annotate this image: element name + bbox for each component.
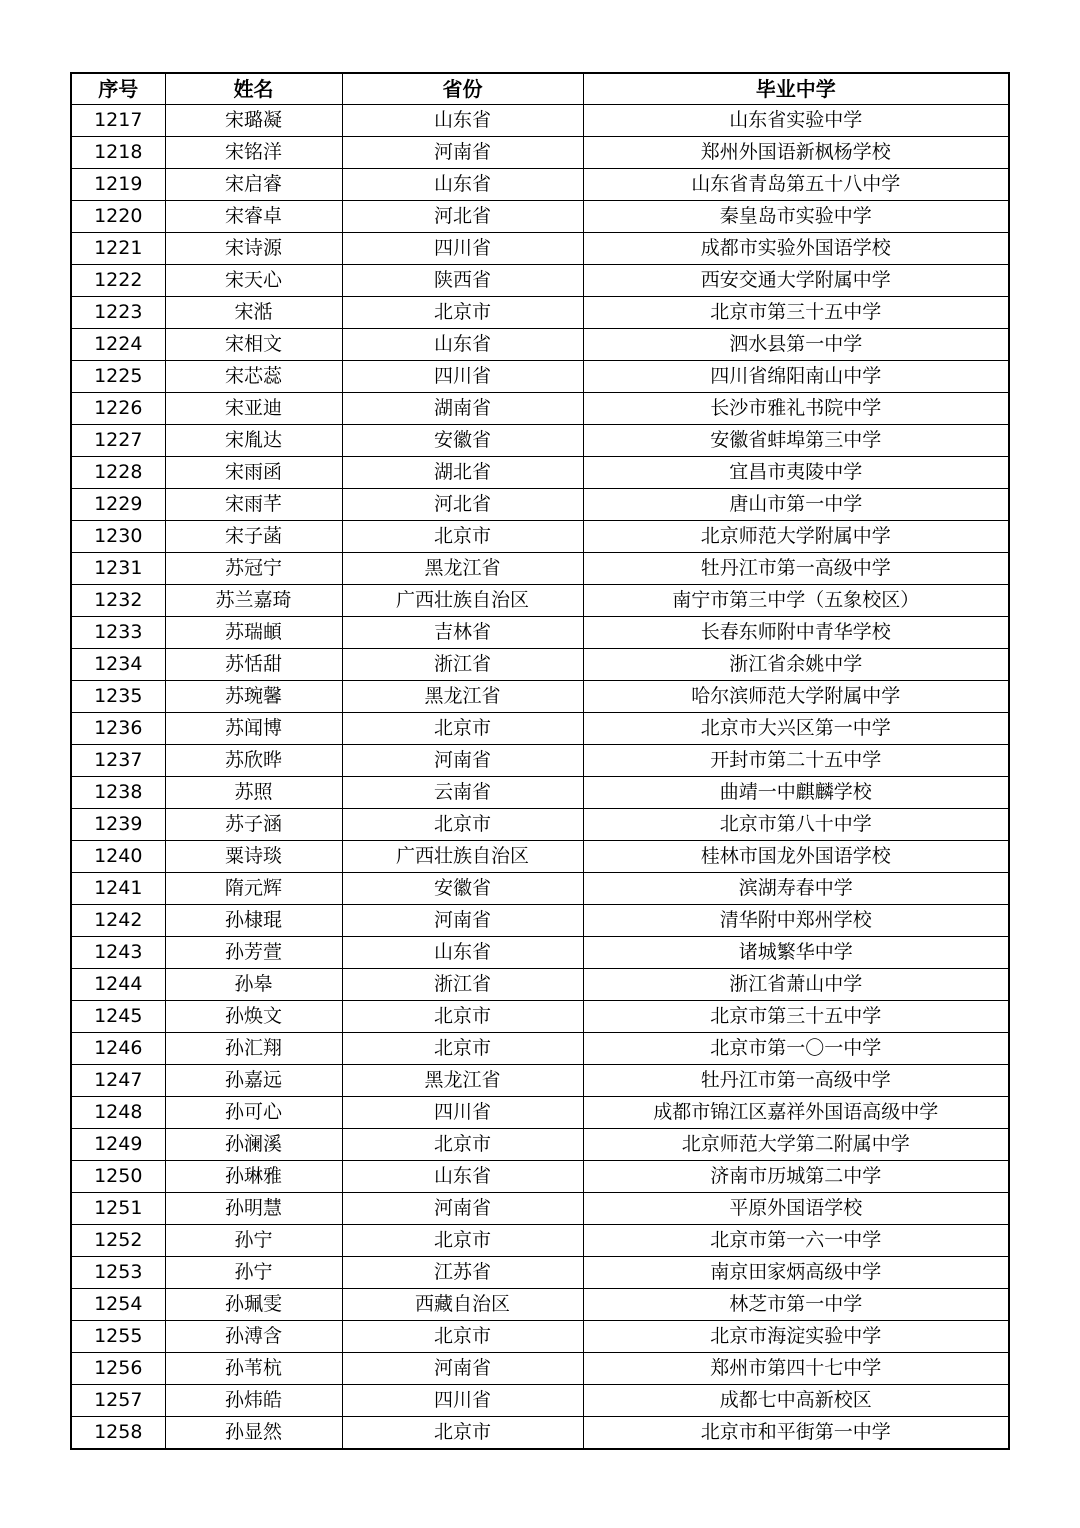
cell-province: 北京市 (342, 1033, 583, 1065)
cell-province: 北京市 (342, 1225, 583, 1257)
cell-school: 浙江省萧山中学 (583, 969, 1009, 1001)
cell-province: 四川省 (342, 1385, 583, 1417)
table-row (71, 777, 1009, 809)
cell-name: 孙显然 (165, 1417, 342, 1450)
cell-name: 孙焕文 (165, 1001, 342, 1033)
table-row (71, 681, 1009, 713)
cell-number: 1247 (71, 1065, 165, 1097)
table-row (71, 1353, 1009, 1385)
cell-school: 成都市实验外国语学校 (583, 233, 1009, 265)
cell-number: 1218 (71, 137, 165, 169)
table-row (71, 905, 1009, 937)
cell-province: 四川省 (342, 233, 583, 265)
cell-school: 北京市大兴区第一中学 (583, 713, 1009, 745)
table-row (71, 1289, 1009, 1321)
cell-number: 1228 (71, 457, 165, 489)
cell-name: 宋铭洋 (165, 137, 342, 169)
cell-province: 湖南省 (342, 393, 583, 425)
table-row (71, 489, 1009, 521)
table-row (71, 1385, 1009, 1417)
cell-school: 牡丹江市第一高级中学 (583, 553, 1009, 585)
cell-school: 成都七中高新校区 (583, 1385, 1009, 1417)
cell-province: 北京市 (342, 297, 583, 329)
header-province: 省份 (342, 73, 583, 105)
cell-school: 北京市和平街第一中学 (583, 1417, 1009, 1450)
cell-school: 诸城繁华中学 (583, 937, 1009, 969)
cell-province: 山东省 (342, 1161, 583, 1193)
cell-school: 林芝市第一中学 (583, 1289, 1009, 1321)
cell-school: 北京市第一〇一中学 (583, 1033, 1009, 1065)
cell-number: 1254 (71, 1289, 165, 1321)
table-row (71, 1033, 1009, 1065)
cell-number: 1220 (71, 201, 165, 233)
table-row (71, 1161, 1009, 1193)
cell-name: 孙炜皓 (165, 1385, 342, 1417)
cell-number: 1238 (71, 777, 165, 809)
cell-province: 江苏省 (342, 1257, 583, 1289)
cell-province: 黑龙江省 (342, 681, 583, 713)
cell-number: 1229 (71, 489, 165, 521)
cell-number: 1231 (71, 553, 165, 585)
cell-school: 山东省青岛第五十八中学 (583, 169, 1009, 201)
cell-province: 浙江省 (342, 649, 583, 681)
cell-province: 河南省 (342, 1353, 583, 1385)
cell-number: 1249 (71, 1129, 165, 1161)
table-row (71, 585, 1009, 617)
cell-name: 孙明慧 (165, 1193, 342, 1225)
table-row (71, 1257, 1009, 1289)
cell-name: 粟诗琰 (165, 841, 342, 873)
cell-name: 孙皋 (165, 969, 342, 1001)
table-row (71, 105, 1009, 137)
cell-number: 1246 (71, 1033, 165, 1065)
cell-province: 广西壮族自治区 (342, 841, 583, 873)
cell-province: 北京市 (342, 809, 583, 841)
cell-school: 秦皇岛市实验中学 (583, 201, 1009, 233)
cell-number: 1217 (71, 105, 165, 137)
header-number: 序号 (71, 73, 165, 105)
cell-number: 1253 (71, 1257, 165, 1289)
table-row (71, 425, 1009, 457)
cell-province: 云南省 (342, 777, 583, 809)
cell-number: 1233 (71, 617, 165, 649)
cell-name: 孙苇杭 (165, 1353, 342, 1385)
cell-number: 1235 (71, 681, 165, 713)
cell-province: 山东省 (342, 329, 583, 361)
cell-name: 宋天心 (165, 265, 342, 297)
cell-number: 1224 (71, 329, 165, 361)
table-row (71, 713, 1009, 745)
table-row (71, 393, 1009, 425)
cell-school: 浙江省余姚中学 (583, 649, 1009, 681)
cell-school: 开封市第二十五中学 (583, 745, 1009, 777)
cell-name: 苏琬馨 (165, 681, 342, 713)
cell-number: 1248 (71, 1097, 165, 1129)
cell-province: 北京市 (342, 1417, 583, 1450)
cell-school: 郑州市第四十七中学 (583, 1353, 1009, 1385)
cell-name: 孙芳萱 (165, 937, 342, 969)
cell-name: 宋湉 (165, 297, 342, 329)
header-school: 毕业中学 (583, 73, 1009, 105)
cell-name: 宋璐凝 (165, 105, 342, 137)
cell-school: 宜昌市夷陵中学 (583, 457, 1009, 489)
cell-name: 孙溥含 (165, 1321, 342, 1353)
cell-province: 广西壮族自治区 (342, 585, 583, 617)
table-container (70, 72, 1010, 1450)
cell-school: 北京市第八十中学 (583, 809, 1009, 841)
cell-number: 1237 (71, 745, 165, 777)
cell-number: 1230 (71, 521, 165, 553)
table-row (71, 297, 1009, 329)
table-row (71, 745, 1009, 777)
table-row (71, 329, 1009, 361)
cell-province: 北京市 (342, 1321, 583, 1353)
cell-name: 宋诗源 (165, 233, 342, 265)
table-row (71, 969, 1009, 1001)
table-row (71, 521, 1009, 553)
cell-school: 南宁市第三中学（五象校区） (583, 585, 1009, 617)
cell-name: 苏欣晔 (165, 745, 342, 777)
table-header-row (71, 73, 1009, 105)
cell-school: 长沙市雅礼书院中学 (583, 393, 1009, 425)
cell-province: 河南省 (342, 905, 583, 937)
cell-name: 孙汇翔 (165, 1033, 342, 1065)
cell-school: 北京市第三十五中学 (583, 1001, 1009, 1033)
table-row (71, 457, 1009, 489)
cell-province: 河南省 (342, 137, 583, 169)
cell-name: 孙珮雯 (165, 1289, 342, 1321)
cell-school: 西安交通大学附属中学 (583, 265, 1009, 297)
table-row (71, 617, 1009, 649)
table-row (71, 201, 1009, 233)
table-row (71, 937, 1009, 969)
table-row (71, 1097, 1009, 1129)
cell-province: 四川省 (342, 361, 583, 393)
cell-school: 安徽省蚌埠第三中学 (583, 425, 1009, 457)
cell-name: 宋胤达 (165, 425, 342, 457)
cell-province: 山东省 (342, 937, 583, 969)
cell-province: 黑龙江省 (342, 553, 583, 585)
table-row (71, 1193, 1009, 1225)
table-row (71, 1001, 1009, 1033)
cell-number: 1244 (71, 969, 165, 1001)
table-body (71, 105, 1009, 1450)
cell-name: 苏兰嘉琦 (165, 585, 342, 617)
cell-number: 1243 (71, 937, 165, 969)
cell-name: 苏冠宁 (165, 553, 342, 585)
cell-name: 孙澜溪 (165, 1129, 342, 1161)
cell-province: 河南省 (342, 745, 583, 777)
cell-name: 宋睿卓 (165, 201, 342, 233)
table-row (71, 553, 1009, 585)
cell-province: 浙江省 (342, 969, 583, 1001)
cell-province: 河北省 (342, 201, 583, 233)
cell-name: 隋元辉 (165, 873, 342, 905)
table-row (71, 1129, 1009, 1161)
cell-province: 北京市 (342, 1129, 583, 1161)
cell-number: 1227 (71, 425, 165, 457)
cell-school: 桂林市国龙外国语学校 (583, 841, 1009, 873)
table-row (71, 233, 1009, 265)
cell-number: 1226 (71, 393, 165, 425)
cell-name: 苏恬甜 (165, 649, 342, 681)
cell-name: 宋子菡 (165, 521, 342, 553)
cell-number: 1221 (71, 233, 165, 265)
cell-province: 西藏自治区 (342, 1289, 583, 1321)
header-name: 姓名 (165, 73, 342, 105)
table-row (71, 1065, 1009, 1097)
cell-province: 河南省 (342, 1193, 583, 1225)
cell-school: 北京市第一六一中学 (583, 1225, 1009, 1257)
cell-number: 1240 (71, 841, 165, 873)
cell-school: 唐山市第一中学 (583, 489, 1009, 521)
cell-name: 孙宁 (165, 1225, 342, 1257)
cell-school: 长春东师附中青华学校 (583, 617, 1009, 649)
table-row (71, 1321, 1009, 1353)
table-row (71, 1417, 1009, 1450)
table-row (71, 841, 1009, 873)
cell-name: 苏瑞頔 (165, 617, 342, 649)
cell-name: 孙琳雅 (165, 1161, 342, 1193)
cell-name: 苏子涵 (165, 809, 342, 841)
cell-province: 四川省 (342, 1097, 583, 1129)
cell-name: 孙棣琨 (165, 905, 342, 937)
student-table (70, 72, 1010, 1450)
cell-number: 1225 (71, 361, 165, 393)
cell-province: 山东省 (342, 169, 583, 201)
cell-number: 1258 (71, 1417, 165, 1450)
cell-school: 北京市海淀实验中学 (583, 1321, 1009, 1353)
cell-school: 北京市第三十五中学 (583, 297, 1009, 329)
cell-province: 北京市 (342, 713, 583, 745)
cell-number: 1245 (71, 1001, 165, 1033)
cell-school: 济南市历城第二中学 (583, 1161, 1009, 1193)
cell-province: 湖北省 (342, 457, 583, 489)
cell-province: 安徽省 (342, 425, 583, 457)
cell-province: 北京市 (342, 521, 583, 553)
cell-province: 山东省 (342, 105, 583, 137)
cell-province: 吉林省 (342, 617, 583, 649)
cell-name: 宋相文 (165, 329, 342, 361)
cell-name: 孙嘉远 (165, 1065, 342, 1097)
cell-name: 宋启睿 (165, 169, 342, 201)
table-row (71, 649, 1009, 681)
cell-province: 北京市 (342, 1001, 583, 1033)
cell-school: 哈尔滨师范大学附属中学 (583, 681, 1009, 713)
cell-school: 成都市锦江区嘉祥外国语高级中学 (583, 1097, 1009, 1129)
cell-school: 泗水县第一中学 (583, 329, 1009, 361)
cell-number: 1257 (71, 1385, 165, 1417)
table-row (71, 873, 1009, 905)
cell-number: 1219 (71, 169, 165, 201)
cell-number: 1256 (71, 1353, 165, 1385)
cell-name: 孙可心 (165, 1097, 342, 1129)
cell-school: 清华附中郑州学校 (583, 905, 1009, 937)
cell-province: 河北省 (342, 489, 583, 521)
cell-number: 1242 (71, 905, 165, 937)
cell-number: 1241 (71, 873, 165, 905)
cell-number: 1239 (71, 809, 165, 841)
cell-number: 1250 (71, 1161, 165, 1193)
cell-name: 宋芯蕊 (165, 361, 342, 393)
cell-school: 四川省绵阳南山中学 (583, 361, 1009, 393)
cell-school: 南京田家炳高级中学 (583, 1257, 1009, 1289)
table-row (71, 361, 1009, 393)
cell-province: 黑龙江省 (342, 1065, 583, 1097)
cell-number: 1255 (71, 1321, 165, 1353)
cell-school: 郑州外国语新枫杨学校 (583, 137, 1009, 169)
cell-school: 山东省实验中学 (583, 105, 1009, 137)
table-row (71, 809, 1009, 841)
cell-number: 1223 (71, 297, 165, 329)
cell-number: 1236 (71, 713, 165, 745)
cell-name: 苏照 (165, 777, 342, 809)
table-row (71, 169, 1009, 201)
cell-province: 安徽省 (342, 873, 583, 905)
cell-number: 1234 (71, 649, 165, 681)
cell-number: 1251 (71, 1193, 165, 1225)
cell-number: 1222 (71, 265, 165, 297)
cell-school: 曲靖一中麒麟学校 (583, 777, 1009, 809)
cell-name: 孙宁 (165, 1257, 342, 1289)
cell-name: 宋雨函 (165, 457, 342, 489)
cell-school: 滨湖寿春中学 (583, 873, 1009, 905)
cell-name: 苏闻博 (165, 713, 342, 745)
table-row (71, 265, 1009, 297)
table-row (71, 1225, 1009, 1257)
cell-name: 宋亚迪 (165, 393, 342, 425)
cell-school: 北京师范大学第二附属中学 (583, 1129, 1009, 1161)
table-row (71, 137, 1009, 169)
cell-school: 北京师范大学附属中学 (583, 521, 1009, 553)
cell-school: 牡丹江市第一高级中学 (583, 1065, 1009, 1097)
cell-number: 1252 (71, 1225, 165, 1257)
cell-province: 陕西省 (342, 265, 583, 297)
cell-name: 宋雨芊 (165, 489, 342, 521)
cell-number: 1232 (71, 585, 165, 617)
cell-school: 平原外国语学校 (583, 1193, 1009, 1225)
